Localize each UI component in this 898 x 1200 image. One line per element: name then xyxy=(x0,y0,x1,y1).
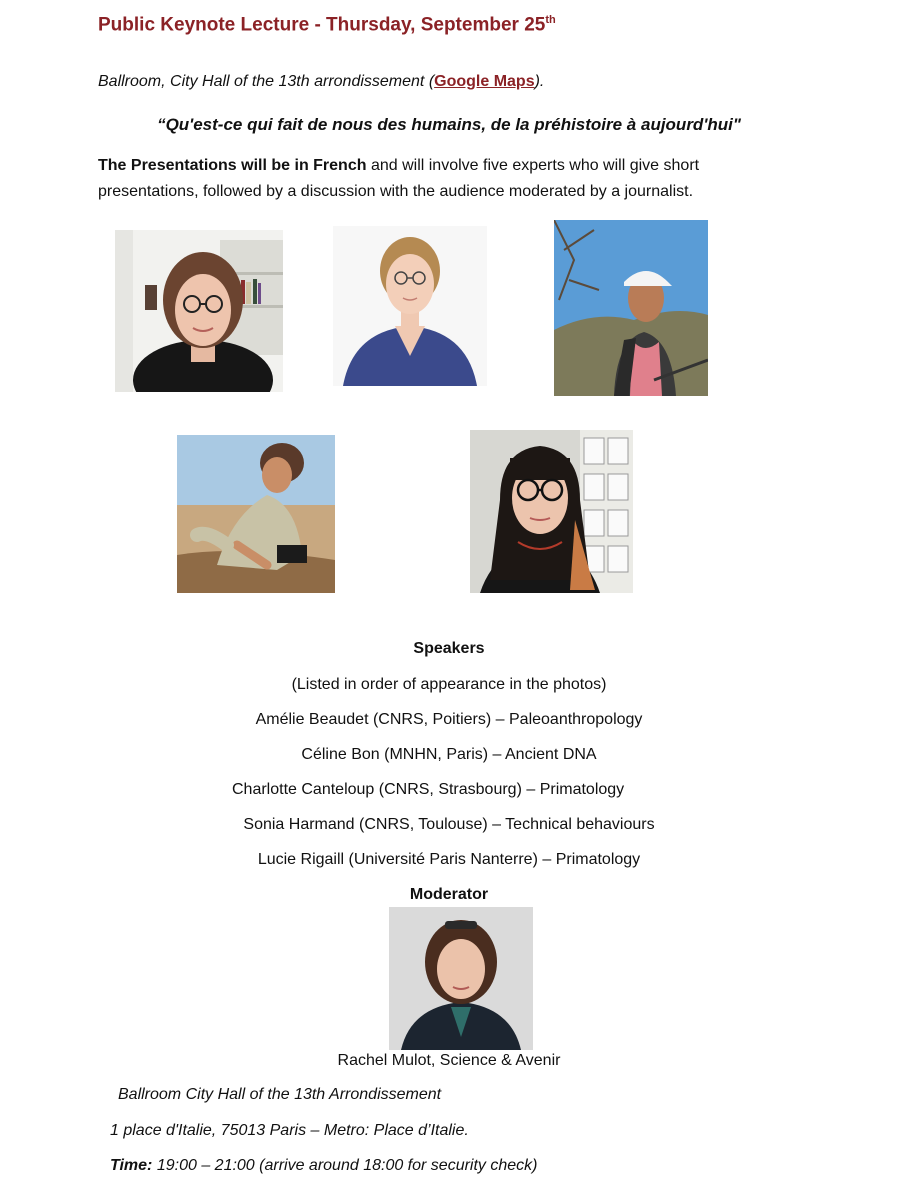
intro-rest: and will involve five experts who will give short xyxy=(366,157,700,174)
venue-suffix: ). xyxy=(534,73,545,90)
speaker-photo-5 xyxy=(470,430,633,593)
time-label: Time: xyxy=(110,1157,153,1174)
title-superscript: th xyxy=(545,14,556,26)
speaker-item-4: Sonia Harmand (CNRS, Toulouse) – Technical behaviours xyxy=(243,816,655,833)
footer-address: 1 place d'Italie, 75013 Paris – Metro: Place d’Italie. xyxy=(110,1122,469,1139)
page-title xyxy=(98,14,556,36)
speakers-heading: Speakers xyxy=(413,640,485,657)
moderator-caption: Rachel Mulot, Science & Avenir xyxy=(337,1052,561,1069)
title-text: Public Keynote Lecture - Thursday, September 25 xyxy=(98,14,546,36)
lecture-quote: “Qu'est-ce qui fait de nous des humains, de la préhistoire à aujourd'hui" xyxy=(157,115,741,134)
intro-paragraph xyxy=(98,153,818,205)
intro-line-2: presentations, followed by a discussion with the audience moderated by a journalist. xyxy=(98,183,694,200)
venue-prefix: Ballroom, City Hall of the 13th arrondissement ( xyxy=(98,73,435,90)
venue-line xyxy=(98,73,544,91)
speakers-note: (Listed in order of appearance in the photos) xyxy=(291,676,607,693)
time-value: 19:00 – 21:00 (arrive around 18:00 for security check) xyxy=(152,1157,538,1174)
moderator-heading: Moderator xyxy=(409,886,489,903)
google-maps-link[interactable]: Google Maps xyxy=(434,73,535,90)
footer-venue: Ballroom City Hall of the 13th Arrondissement xyxy=(118,1086,442,1103)
speaker-item-5: Lucie Rigaill (Université Paris Nanterre) – Primatology xyxy=(257,851,641,868)
speaker-item-1: Amélie Beaudet (CNRS, Poitiers) – Paleoanthropology xyxy=(255,711,643,728)
speaker-item-2: Céline Bon (MNHN, Paris) – Ancient DNA xyxy=(301,746,597,763)
footer-time xyxy=(110,1157,538,1175)
speaker-item-3: Charlotte Canteloup (CNRS, Strasbourg) – Primatology xyxy=(232,781,625,798)
speaker-photo-1 xyxy=(115,230,283,392)
speaker-photo-3 xyxy=(554,220,708,396)
speaker-photo-4 xyxy=(177,435,335,593)
intro-line-1 xyxy=(98,153,818,179)
moderator-photo xyxy=(389,907,533,1050)
intro-bold: The Presentations will be in French xyxy=(98,157,367,174)
speaker-photo-2 xyxy=(333,226,487,386)
